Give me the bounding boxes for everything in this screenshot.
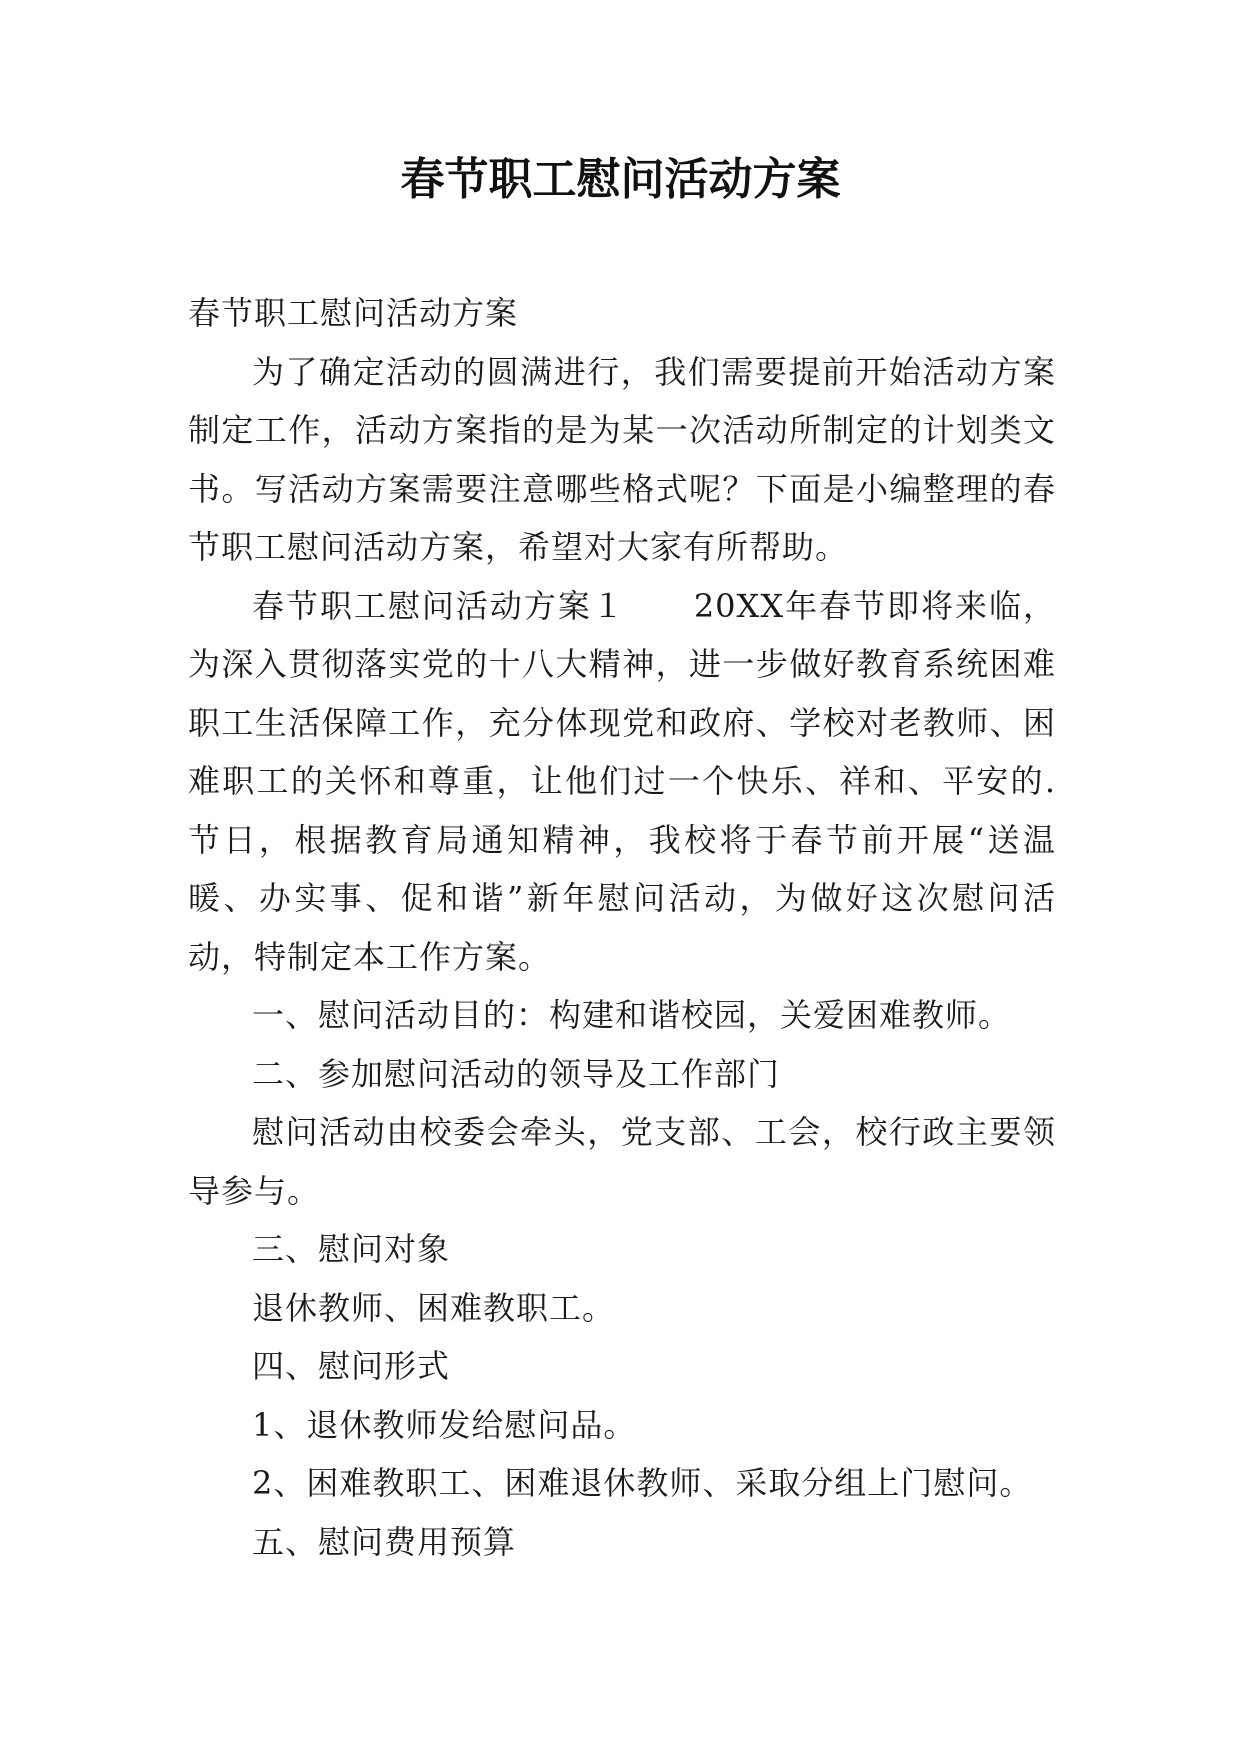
paragraph-purpose: 一、慰问活动目的：构建和谐校园，关爱困难教师。 <box>252 996 1012 1034</box>
paragraph-intro: 为了确定活动的圆满进行，我们需要提前开始活动方案制定工作，活动方案指的是为某一次活动所制定的计划类文书。写活动方案需要注意哪些格式呢？下面是小编整理的春节职工慰问活动方案，希望对大家有所帮助。 <box>188 352 1056 566</box>
paragraph-plan-1: 春节职工慰问活动方案１ 20XX年春节即将来临，为深入贯彻落实党的十八大精神，进一步做好教育系统困难职工生活保障工作，充分体现党和政府、学校对老教师、困难职工的关怀和尊重，让他们过一个快乐、祥和、平安的.节日，根据教育局通知精神，我校将于春节前开展“送温暖、办实事、促和谐”新年慰问活动，为做好这次慰问活动，特制定本工作方案。 <box>188 586 1056 976</box>
paragraph-subtitle: 春节职工慰问活动方案 <box>188 294 519 332</box>
paragraph-form-2: 2、困难教职工、困难退休教师、采取分组上门慰问。 <box>252 1464 1033 1502</box>
paragraph-heading-targets: 三、慰问对象 <box>252 1230 451 1268</box>
paragraph-heading-budget: 五、慰问费用预算 <box>252 1522 517 1561</box>
paragraph-heading-forms: 四、慰问形式 <box>252 1347 451 1385</box>
paragraph-form-1: 1、退休教师发给慰问品。 <box>252 1405 637 1444</box>
paragraph-targets: 退休教师、困难教职工。 <box>252 1288 616 1327</box>
document-title: 春节职工慰问活动方案 <box>400 154 841 205</box>
document-body <box>188 284 1056 1571</box>
paragraph-heading-leaders: 二、参加慰问活动的领导及工作部门 <box>252 1054 781 1093</box>
paragraph-leaders: 慰问活动由校委会牵头，党支部、工会，校行政主要领导参与。 <box>188 1113 1056 1210</box>
